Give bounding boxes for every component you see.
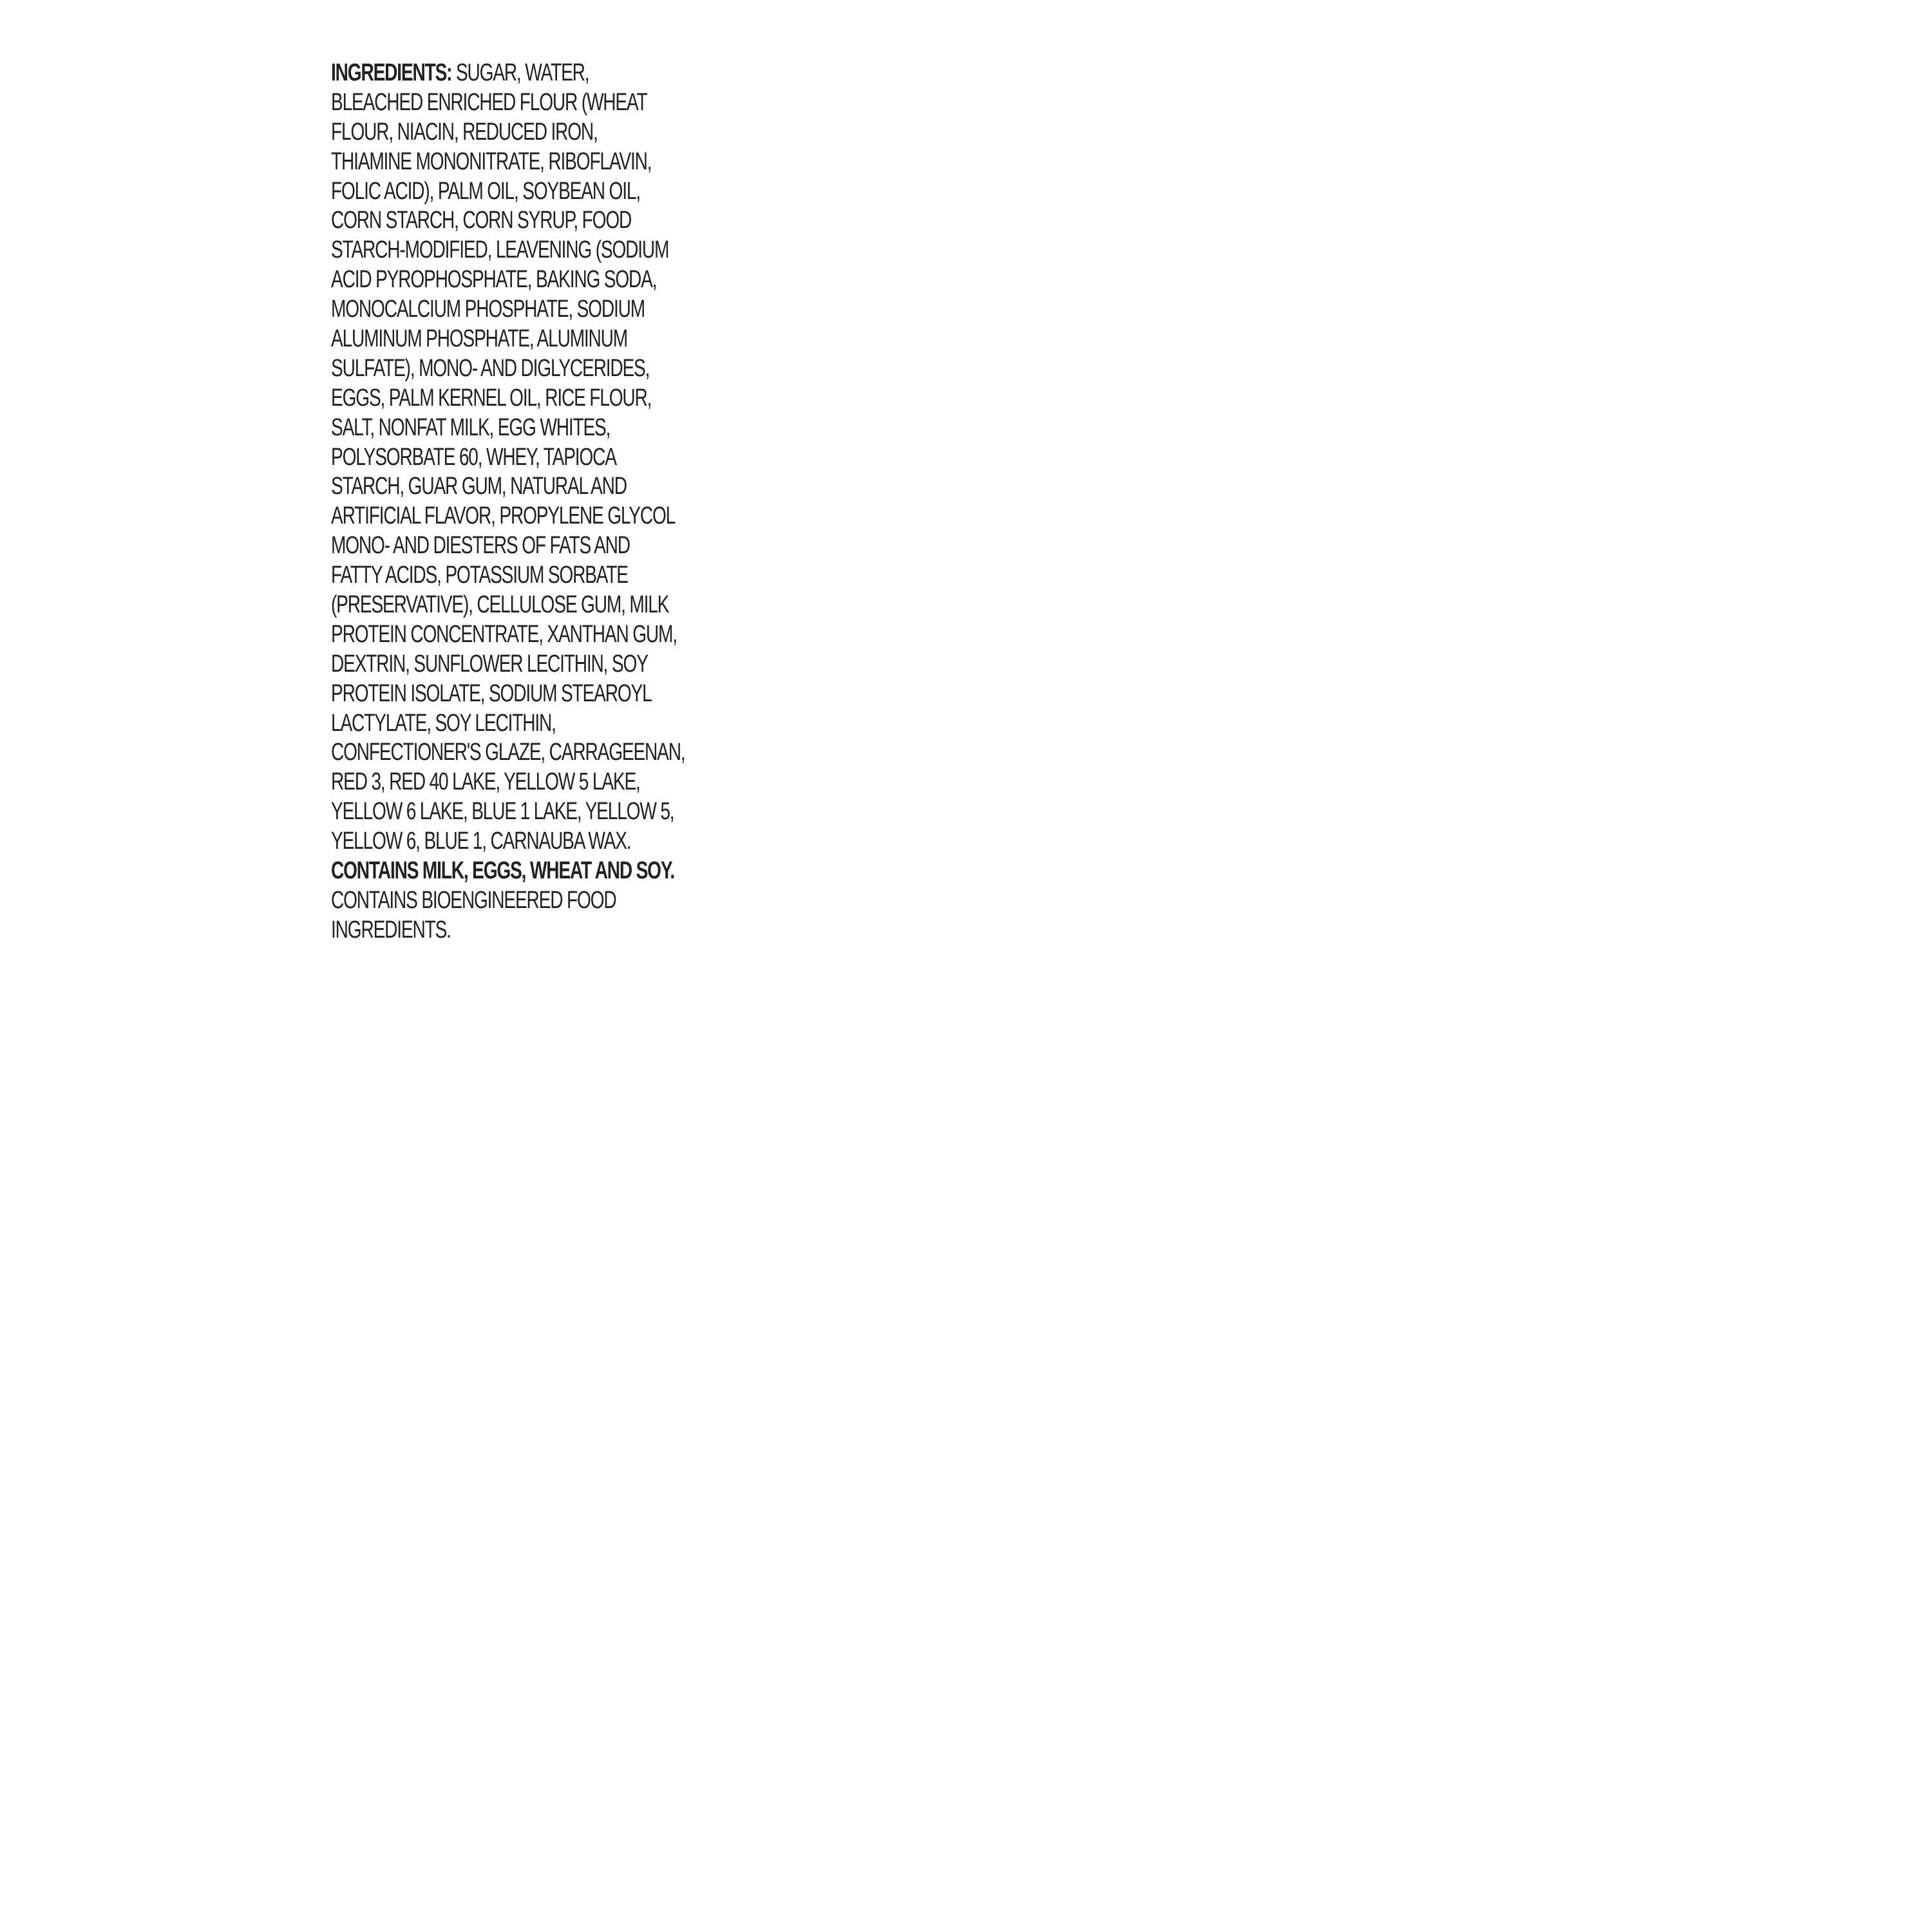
ingredients-text-line: (PRESERVATIVE), CELLULOSE GUM, MILK [331,591,669,619]
ingredients-panel [331,59,692,945]
ingredients-text-line: SULFATE), MONO- AND DIGLYCERIDES, [331,354,650,382]
ingredients-text-line: DEXTRIN, SUNFLOWER LECITHIN, SOY [331,650,648,677]
ingredients-text-line: YELLOW 6 LAKE, BLUE 1 LAKE, YELLOW 5, [331,798,674,826]
ingredients-text-line: MONO- AND DIESTERS OF FATS AND [331,532,630,560]
ingredients-text-line: POLYSORBATE 60, WHEY, TAPIOCA [331,443,616,471]
ingredients-text-line: LACTYLATE, SOY LECITHIN, [331,709,556,737]
ingredients-first-line [331,59,598,88]
ingredients-text-line: RED 3, RED 40 LAKE, YELLOW 5 LAKE, [331,768,640,796]
ingredients-text-line: BLEACHED ENRICHED FLOUR (WHEAT [331,88,647,116]
ingredients-text-line: STARCH-MODIFIED, LEAVENING (SODIUM [331,236,669,264]
ingredients-text-line: YELLOW 6, BLUE 1, CARNAUBA WAX. [331,828,631,855]
ingredients-text-line: ACID PYROPHOSPHATE, BAKING SODA, [331,266,657,294]
ingredients-text-line: STARCH, GUAR GUM, NATURAL AND [331,473,627,500]
ingredients-text-line: PROTEIN ISOLATE, SODIUM STEAROYL [331,679,652,707]
ingredients-text-line: ARTIFICIAL FLAVOR, PROPYLENE GLYCOL [331,502,676,530]
ingredients-text-line: FLOUR, NIACIN, REDUCED IRON, [331,118,598,146]
ingredients-text-line: EGGS, PALM KERNEL OIL, RICE FLOUR, [331,384,652,412]
ingredients-text-line: FATTY ACIDS, POTASSIUM SORBATE [331,562,628,589]
ingredients-heading: INGREDIENTS: [331,59,452,86]
ingredients-text-line: SALT, NONFAT MILK, EGG WHITES, [331,413,611,441]
ingredients-text-line: CONFECTIONER'S GLAZE, CARRAGEENAN, [331,739,685,766]
ingredients-text-line: SUGAR, WATER, [451,59,589,86]
ingredients-text-line: THIAMINE MONONITRATE, RIBOFLAVIN, [331,147,652,175]
bioengineered-disclosure-line: CONTAINS BIOENGINEERED FOOD [331,886,616,914]
ingredients-text-line: CORN STARCH, CORN SYRUP, FOOD [331,207,632,234]
allergen-statement: CONTAINS MILK, EGGS, WHEAT AND SOY. [331,857,674,885]
ingredients-text-line: ALUMINUM PHOSPHATE, ALUMINUM [331,325,628,353]
ingredients-text-line: FOLIC ACID), PALM OIL, SOYBEAN OIL, [331,177,640,205]
ingredients-text-line: MONOCALCIUM PHOSPHATE, SODIUM [331,296,645,323]
bioengineered-disclosure-line: INGREDIENTS. [331,916,451,943]
ingredients-text-line: PROTEIN CONCENTRATE, XANTHAN GUM, [331,620,677,648]
